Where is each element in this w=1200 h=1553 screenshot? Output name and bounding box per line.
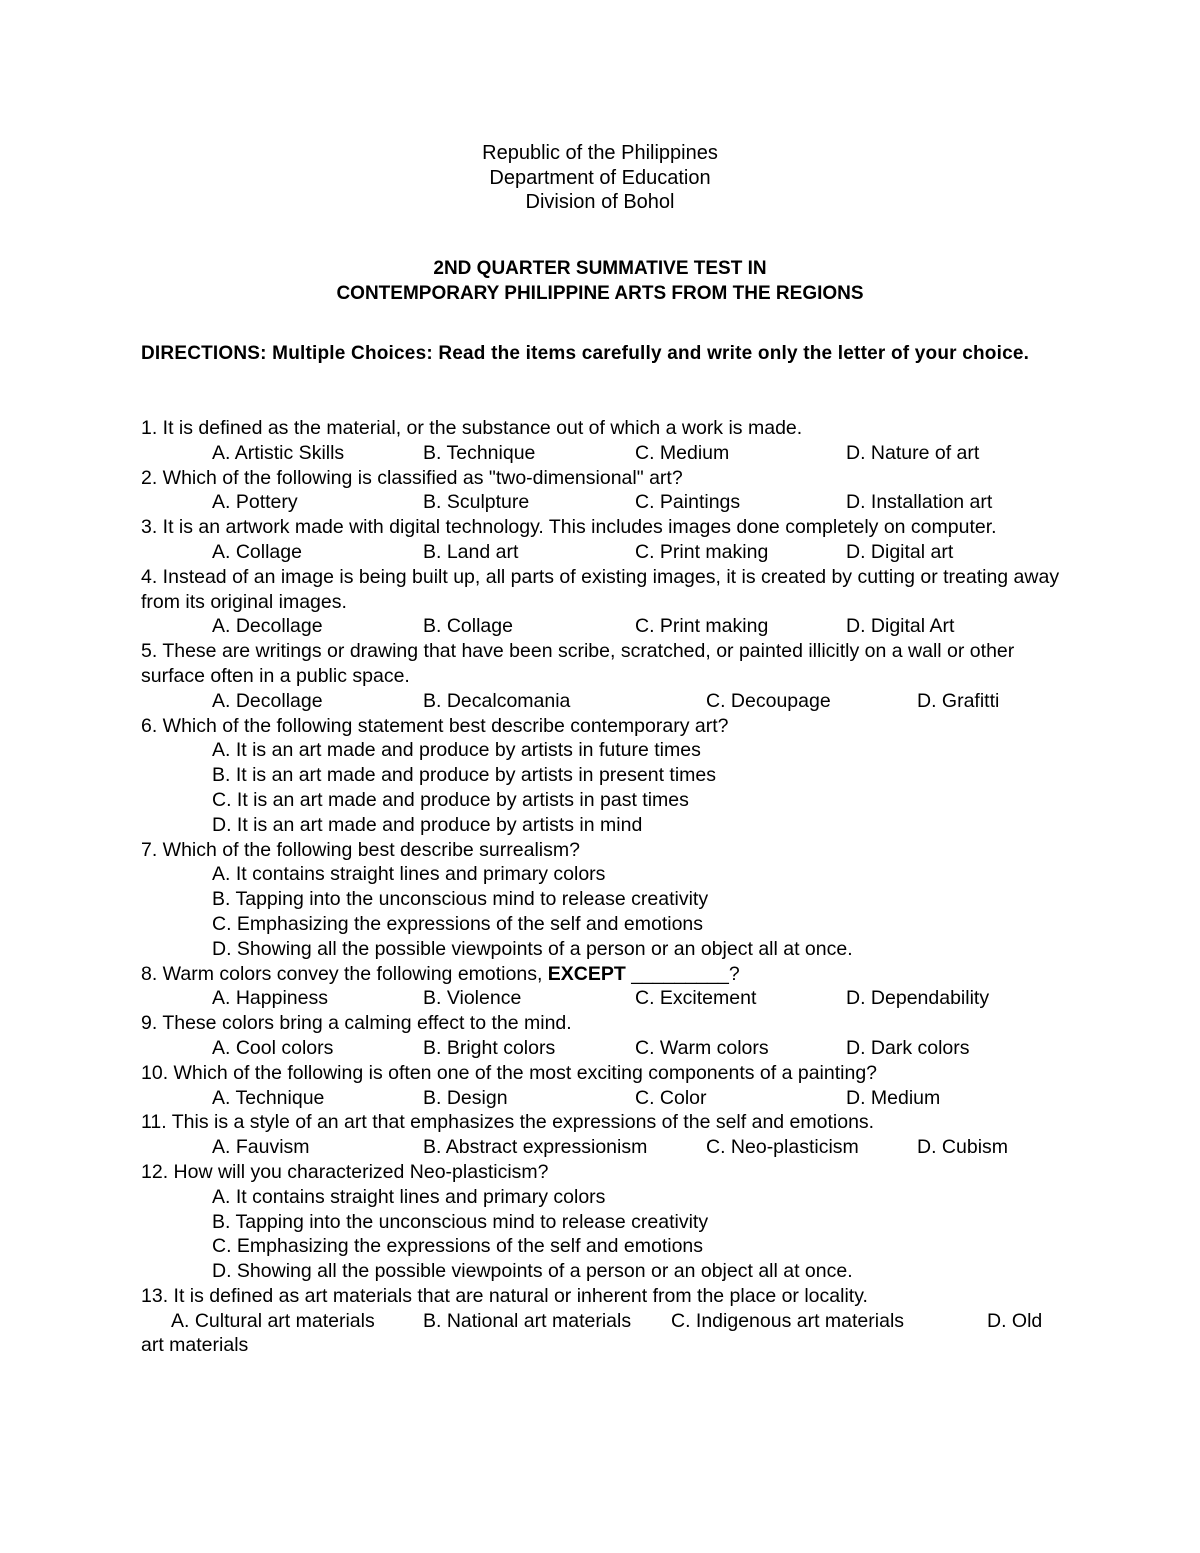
question-6-option-c: C. It is an art made and produce by artists in past times <box>212 788 689 811</box>
question-8-stem-start: 8. Warm colors convey the following emotions, <box>141 962 548 985</box>
question-2-option-c: C. Paintings <box>635 491 741 514</box>
question-11-stem: 11. This is a style of an art that emphasizes the expressions of the self and emotions. <box>141 1111 875 1134</box>
question-10-options <box>141 1086 1076 1111</box>
question-7-option-d: D. Showing all the possible viewpoints of a person or an object all at once. <box>212 937 853 960</box>
question-2-options <box>141 490 1076 515</box>
question-4-option-d: D. Digital Art <box>846 615 955 638</box>
question-9-stem: 9. These colors bring a calming effect to the mind. <box>141 1012 572 1035</box>
question-13-option-d: D. Old <box>987 1309 1043 1332</box>
question-9-options <box>141 1036 1076 1061</box>
question-10-stem: 10. Which of the following is often one of the most exciting components of a painting? <box>141 1061 878 1084</box>
question-8-stem-end: _________? <box>625 962 740 985</box>
question-3-option-c: C. Print making <box>635 540 769 563</box>
header-division: Division of Bohol <box>525 191 675 213</box>
question-11-option-b: B. Abstract expressionism <box>423 1136 648 1159</box>
question-2-stem: 2. Which of the following is classified as "two-dimensional" art? <box>141 466 683 489</box>
question-8-except: EXCEPT <box>547 962 626 985</box>
question-13-option-b: B. National art materials <box>423 1309 632 1332</box>
question-7-option-a: A. It contains straight lines and primary colors <box>212 863 606 886</box>
question-4-stem: 4. Instead of an image is being built up, all parts of existing images, it is created by cutting or treating away from its original images. <box>141 565 1060 613</box>
header-republic: Republic of the Philippines <box>482 142 718 164</box>
question-9-option-d: D. Dark colors <box>846 1036 970 1059</box>
question-3-options <box>141 540 1076 565</box>
question-1-options <box>141 441 1076 466</box>
question-1-option-b: B. Technique <box>423 441 536 464</box>
question-13-stem: 13. It is defined as art materials that are natural or inherent from the place or locality. <box>141 1284 868 1307</box>
header-department: Department of Education <box>489 166 711 189</box>
question-13-options <box>141 1309 1076 1334</box>
question-1-stem: 1. It is defined as the material, or the substance out of which a work is made. <box>141 417 803 439</box>
question-5-options <box>141 689 1076 714</box>
question-4-options <box>141 614 1076 639</box>
question-8-option-d: D. Dependability <box>846 987 990 1010</box>
question-3-stem: 3. It is an artwork made with digital technology. This includes images done completely on computer. <box>141 516 997 539</box>
question-8-option-a: A. Happiness <box>212 987 328 1010</box>
question-6-stem: 6. Which of the following statement best describe contemporary art? <box>141 714 729 737</box>
question-5-option-c: C. Decoupage <box>706 689 831 712</box>
question-5-stem: 5. These are writings or drawing that have been scribe, scratched, or painted illicitly on a wall or other surface often in a public space. <box>141 640 1015 687</box>
question-11-option-a: A. Fauvism <box>212 1136 310 1159</box>
question-2-option-d: D. Installation art <box>846 491 993 514</box>
question-7-option-c: C. Emphasizing the expressions of the self and emotions <box>212 912 704 935</box>
question-11-options <box>141 1135 1076 1160</box>
question-12-option-c: C. Emphasizing the expressions of the self and emotions <box>212 1235 704 1258</box>
question-13-option-d-continuation: art materials <box>141 1334 249 1357</box>
question-8-option-b: B. Violence <box>423 987 522 1010</box>
question-8-option-c: C. Excitement <box>635 987 757 1010</box>
question-5-option-b: B. Decalcomania <box>423 689 571 712</box>
question-9-option-b: B. Bright colors <box>423 1036 556 1059</box>
question-12-option-d: D. Showing all the possible viewpoints of a person or an object all at once. <box>212 1260 853 1283</box>
question-2-option-a: A. Pottery <box>212 491 298 514</box>
directions: DIRECTIONS: Multiple Choices: Read the items carefully and write only the letter of your choice. <box>141 343 1030 364</box>
question-3-option-d: D. Digital art <box>846 540 954 563</box>
question-2-option-b: B. Sculpture <box>423 491 530 514</box>
question-5-option-d: D. Grafitti <box>917 689 1000 712</box>
question-6-option-b: B. It is an art made and produce by artists in present times <box>212 764 716 787</box>
question-3-option-b: B. Land art <box>423 540 519 563</box>
question-7-stem: 7. Which of the following best describe surrealism? <box>141 838 580 861</box>
question-11-option-d: D. Cubism <box>917 1136 1009 1159</box>
question-13-option-c: C. Indigenous art materials <box>671 1309 905 1332</box>
question-9-option-a: A. Cool colors <box>212 1036 334 1059</box>
question-4-option-b: B. Collage <box>423 615 513 638</box>
question-11-option-c: C. Neo-plasticism <box>706 1136 859 1159</box>
question-3-option-a: A. Collage <box>212 540 302 563</box>
question-6-option-a: A. It is an art made and produce by artists in future times <box>212 739 701 762</box>
test-title-line-1: 2ND QUARTER SUMMATIVE TEST IN <box>433 258 767 279</box>
question-9-option-c: C. Warm colors <box>635 1036 769 1059</box>
question-list <box>141 416 1076 1358</box>
question-10-option-c: C. Color <box>635 1086 707 1109</box>
question-4-option-c: C. Print making <box>635 615 769 638</box>
question-1-option-a: A. Artistic Skills <box>212 441 345 464</box>
question-12-option-a: A. It contains straight lines and primary colors <box>212 1185 606 1208</box>
question-7-option-b: B. Tapping into the unconscious mind to release creativity <box>212 888 709 911</box>
question-6-option-d: D. It is an art made and produce by artists in mind <box>212 813 643 836</box>
question-5-option-a: A. Decollage <box>212 689 323 712</box>
question-1-option-c: C. Medium <box>635 441 730 464</box>
question-13-option-a: A. Cultural art materials <box>171 1309 375 1332</box>
question-10-option-b: B. Design <box>423 1086 508 1109</box>
question-8-stem <box>141 962 1076 987</box>
question-8-options <box>141 986 1076 1011</box>
test-title <box>0 257 1200 306</box>
question-10-option-a: A. Technique <box>212 1086 325 1109</box>
question-12-stem: 12. How will you characterized Neo-plasticism? <box>141 1160 549 1183</box>
question-1-option-d: D. Nature of art <box>846 441 980 464</box>
document-header <box>0 141 1200 215</box>
test-title-line-2: CONTEMPORARY PHILIPPINE ARTS FROM THE REGIONS <box>336 282 864 304</box>
question-10-option-d: D. Medium <box>846 1086 941 1109</box>
question-12-option-b: B. Tapping into the unconscious mind to release creativity <box>212 1210 709 1233</box>
question-4-option-a: A. Decollage <box>212 615 323 638</box>
